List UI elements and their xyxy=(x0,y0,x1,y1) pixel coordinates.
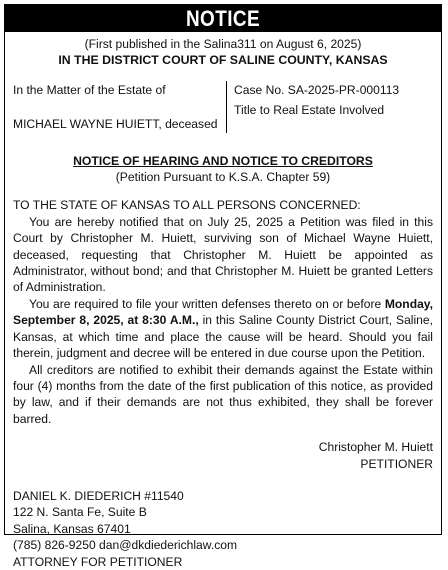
case-caption xyxy=(13,81,433,133)
notice-banner xyxy=(5,5,441,32)
paragraph-creditors: All creditors are notified to exhibit their demands against the Estate within four (4) months from the date of the first publication of this notice, as provided by law, and if their demands are not thus exhibited, they shall be forever barred. xyxy=(13,362,433,426)
hearing-text-post: in this Saline County District Court, Saline, Kansas, at which time and place the cause will be heard. Should you fail therein, judgment and decree will be entered in due course upon the Petition. xyxy=(13,313,433,361)
signature-name: Christopher M. Huiett xyxy=(318,440,433,455)
salutation: TO THE STATE OF KANSAS TO ALL PERSONS CONCERNED: xyxy=(13,198,361,213)
paragraph-petition: You are hereby notified that on July 25, 2025 a Petition was filed in this Court by Christopher M. Huiett, surviving son of Michael Wayne Huiett, deceased, requesting that Christopher M. Huiett be appointed as Administrator, without bond; and that Christopher M. Huiett be granted Letters of Administration. xyxy=(13,214,433,295)
notice-body xyxy=(13,197,433,427)
hearing-text-pre: You are required to file your written defenses thereto on or before xyxy=(29,296,385,311)
attorney-address-line1: 122 N. Santa Fe, Suite B xyxy=(13,505,147,520)
attorney-name: DANIEL K. DIEDERICH #11540 xyxy=(13,488,184,503)
caption-decedent: MICHAEL WAYNE HUIETT, deceased xyxy=(13,117,218,132)
attorney-role: ATTORNEY FOR PETITIONER xyxy=(13,554,183,569)
attorney-address-line2: Salina, Kansas 67401 xyxy=(13,521,131,536)
notice-heading: NOTICE OF HEARING AND NOTICE TO CREDITORS xyxy=(73,153,373,168)
attorney-contact: (785) 826-9250 dan@dkdiederichlaw.com xyxy=(13,538,238,553)
legal-notice xyxy=(4,4,442,569)
attorney-block xyxy=(13,488,433,570)
court-name: IN THE DISTRICT COURT OF SALINE COUNTY, KANSAS xyxy=(58,53,388,68)
hearing-date: Monday, September 8, 2025, at 8:30 A.M., xyxy=(13,296,433,328)
caption-left xyxy=(13,81,227,133)
publication-line: (First published in the Salina311 on August 6, 2025) xyxy=(84,37,362,51)
caption-matter: In the Matter of the Estate of xyxy=(13,82,166,97)
caption-right xyxy=(227,81,399,133)
title-note: Title to Real Estate Involved xyxy=(234,103,385,118)
signature-role: PETITIONER xyxy=(360,456,433,471)
notice-banner-title: NOTICE xyxy=(36,5,411,32)
notice-subheading: (Petition Pursuant to K.S.A. Chapter 59) xyxy=(115,170,331,185)
signature-block xyxy=(13,439,433,472)
paragraph-hearing xyxy=(13,296,433,362)
case-number: Case No. SA-2025-PR-000113 xyxy=(234,82,400,97)
